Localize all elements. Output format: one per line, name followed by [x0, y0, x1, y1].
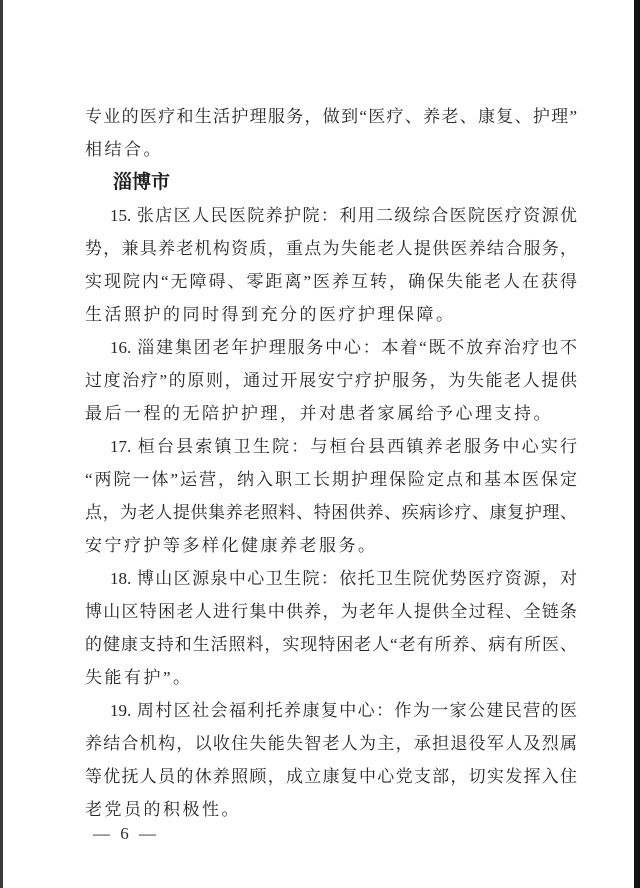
text-line: 失能有护”。	[85, 668, 193, 687]
text-line: 17. 桓台县索镇卫生院：与桓台县西镇养老服务中心实行	[110, 437, 577, 456]
text-line: 实现院内“无障碍、零距离”医养互转，确保失能老人在获得	[85, 272, 577, 291]
text-line: 老党员的积极性。	[85, 800, 241, 819]
text-line: 生活照护的同时得到充分的医疗护理保障。	[85, 305, 456, 324]
right-scan-edge-line	[634, 0, 640, 888]
text-line: 养结合机构，以收住失能失智老人为主，承担退役军人及烈属	[85, 734, 577, 753]
text-line: 博山区特困老人进行集中供养，为老年人提供全过程、全链条	[85, 602, 577, 621]
paragraph-19	[85, 694, 577, 826]
text-line: 的健康支持和生活照料，实现特困老人“老有所养、病有所医、	[85, 635, 577, 654]
paragraph-17	[85, 430, 577, 562]
text-line: 最后一程的无陪护护理，并对患者家属给予心理支持。	[85, 404, 553, 423]
text-line: 等优抚人员的休养照顾，成立康复中心党支部，切实发挥入住	[85, 767, 577, 786]
section-heading-zibo: 淄博市	[113, 172, 171, 193]
text-line: 点，为老人提供集养老照料、特困供养、疾病诊疗、康复护理、	[85, 503, 577, 522]
text-line: 安宁疗护等多样化健康养老服务。	[85, 536, 378, 555]
left-scan-edge-line	[0, 0, 3, 888]
text-line: 专业的医疗和生活护理服务，做到“医疗、养老、康复、护理”	[85, 107, 577, 126]
intro-paragraph-continuation	[85, 100, 577, 166]
text-line: 相结合。	[85, 140, 163, 159]
paragraph-15	[85, 199, 577, 331]
paragraph-16	[85, 331, 577, 430]
text-line: “两院一体”运营，纳入职工长期护理保险定点和基本医保定	[85, 470, 577, 489]
text-line: 18. 博山区源泉中心卫生院：依托卫生院优势医疗资源，对	[110, 569, 577, 588]
text-line: 过度治疗”的原则，通过开展安宁疗护服务，为失能老人提供	[85, 371, 577, 390]
text-line: 15. 张店区人民医院养护院：利用二级综合医院医疗资源优	[110, 206, 577, 225]
text-line: 16. 淄建集团老年护理服务中心：本着“既不放弃治疗也不	[110, 338, 577, 357]
text-line: 19. 周村区社会福利托养康复中心：作为一家公建民营的医	[110, 701, 577, 720]
page-number: — 6 —	[93, 824, 159, 843]
paragraph-18	[85, 562, 577, 694]
document-body	[85, 100, 577, 826]
text-line: 势，兼具养老机构资质，重点为失能老人提供医养结合服务，	[85, 239, 577, 258]
